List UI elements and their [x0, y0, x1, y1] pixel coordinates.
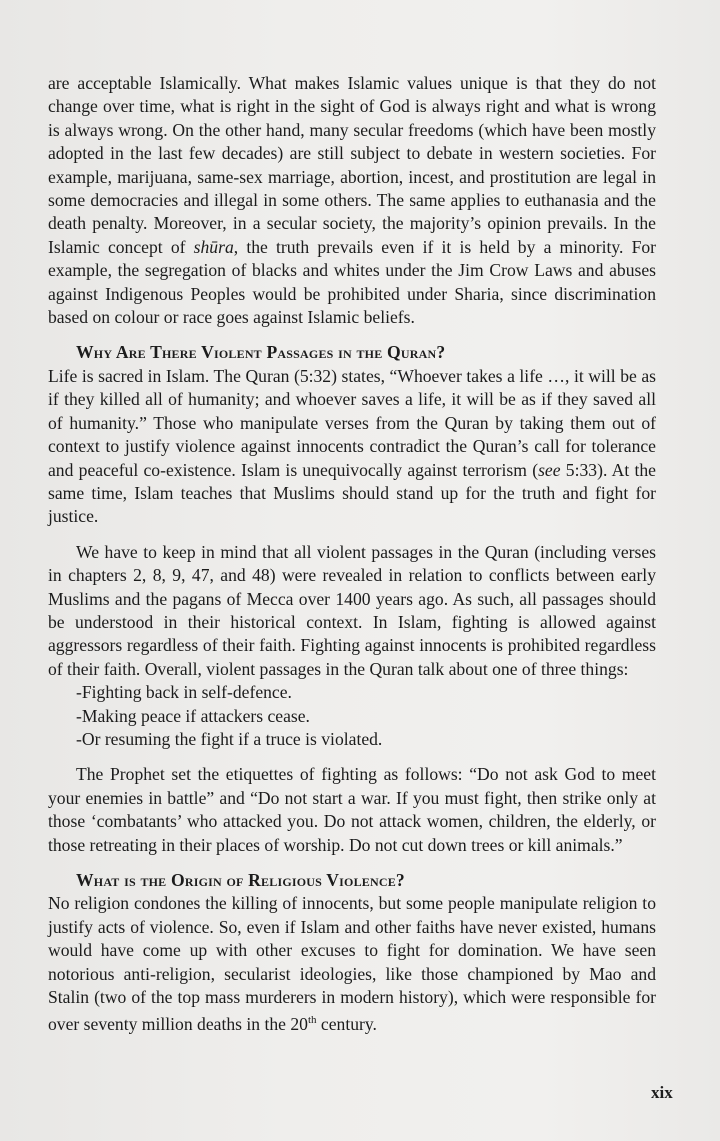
paragraph-historical-context: We have to keep in mind that all violent passages in the Quran (including verses in chapters 2, 8, 9, 47, and 48) were revealed in relation to conflicts between early Muslims and the pagans of Mecca over 1400 years ago. As such, all passages should be understood in their historical context. In Islam, fighting is allowed against aggressors regardless of their faith. Fighting against innocents is prohibited regardless of their faith. Overall, violent passages in the Quran talk about one of three things: [48, 541, 656, 679]
paragraph-islamic-values: are acceptable Islamically. What makes Islamic values unique is that they do not change over time, what is right in the sight of God is always right and what is wrong is always wrong. On the other hand, many secular freedoms (which have been mostly adopted in the last few decades) are still subject to debate in western societies. For example, marijuana, same-sex marriage, abortion, incest, and prostitution are legal in some democracies and illegal in some others. The same applies to euthanasia and the death penalty. Moreover, in a secular society, the majority’s opinion prevails. In the Islamic concept of shūra, the truth prevails even if it is held by a minority. For example, the segregation of blacks and whites under the Jim Crow Laws and abuses against Indigenous Peoples would be prohibited under Sharia, since discrimination based on colour or race goes against Islamic beliefs. [48, 73, 657, 328]
term-shura: shūra [193, 236, 234, 257]
page-number: xix [651, 1083, 673, 1102]
paragraph-origin: No religion condones the killing of innocents, but some people manipulate religion to justify acts of violence. So, even if Islam and other faiths have never existed, humans would have come up with other excuses to fight for domination. We have seen notorious anti-religion, secularist ideologies, like those championed by Mao and Stalin (two of the top mass murderers in modern history), which were responsible for over seventy million deaths in the 20th century. [48, 893, 656, 1035]
three-things-list [48, 681, 656, 751]
paragraph-etiquettes: The Prophet set the etiquettes of fighting as follows: “Do not ask God to meet your enemies in battle” and “Do not start a war. If you must fight, then strike only at those ‘combatants’ who attacked you. Do not attack women, children, the elderly, or those retreating in their places of worship. Do not cut down trees or kill animals.” [48, 764, 656, 855]
heading-origin-violence: What is the Origin of Religious Violence? [76, 870, 405, 890]
paragraph-life-sacred: Life is sacred in Islam. The Quran (5:32) states, “Whoever takes a life …, it will be as if they killed all of humanity; and whoever saves a life, it will be as if they saved all of humanity.” Those who manipulate verses from the Quran by taking them out of context to justify violence against innocents contradict the Quran’s call for tolerance and peaceful co-existence. Islam is unequivocally against terrorism (see 5:33). At the same time, Islam teaches that Muslims should stand up for the truth and fight for justice. [48, 365, 656, 527]
list-item: -Fighting back in self-defence. [76, 682, 292, 703]
list-item: -Making peace if attackers cease. [76, 705, 310, 726]
list-item: -Or resuming the fight if a truce is violated. [76, 728, 383, 749]
heading-violent-passages: Why Are There Violent Passages in the Quran? [76, 342, 446, 363]
body-text [48, 72, 656, 1037]
